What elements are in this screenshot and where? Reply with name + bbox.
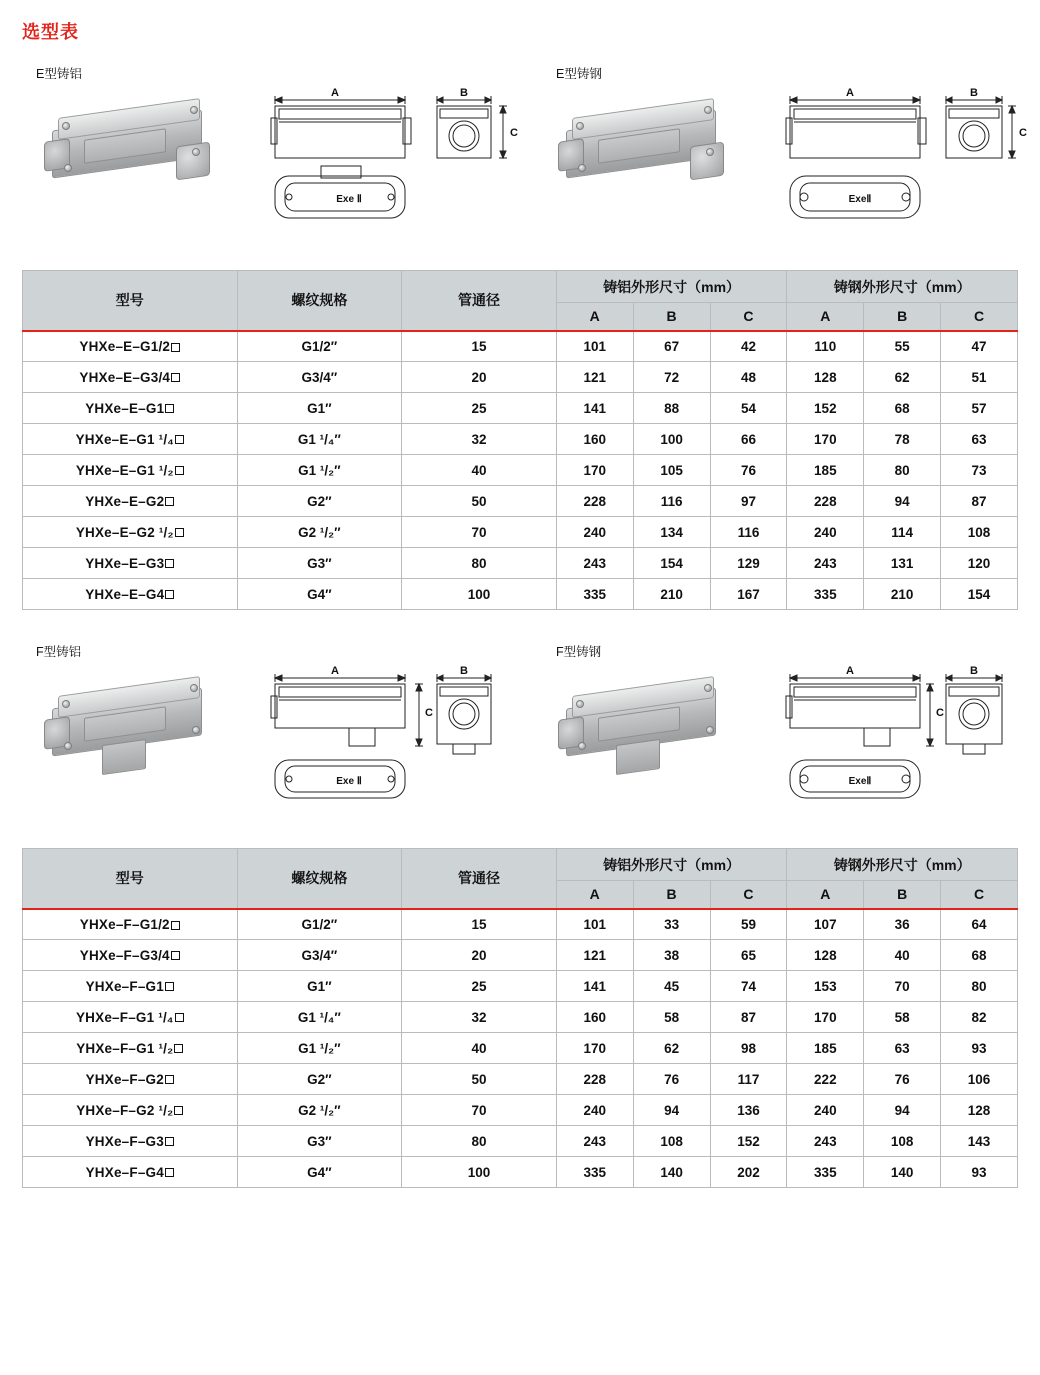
svg-text:ExeⅡ: ExeⅡ: [848, 776, 872, 787]
cell-model: YHXe–E–G3/4: [23, 362, 238, 393]
th-alu-b-e: B: [633, 303, 710, 331]
cell-steel-b: 108: [864, 1126, 941, 1157]
th-steel-a-e: A: [787, 303, 864, 331]
cell-alu-c: 152: [710, 1126, 787, 1157]
cell-thread: G2″: [237, 486, 402, 517]
page-title: 选型表: [22, 22, 79, 42]
cell-steel-b: 62: [864, 362, 941, 393]
square-icon: [174, 1044, 183, 1053]
cell-thread: G3/4″: [237, 940, 402, 971]
cell-steel-a: 222: [787, 1064, 864, 1095]
cell-alu-a: 335: [556, 579, 633, 610]
spec-table-e: [22, 270, 1018, 610]
svg-text:C: C: [1019, 127, 1027, 139]
cell-alu-b: 76: [633, 1064, 710, 1095]
svg-text:B: B: [460, 87, 468, 99]
figure-label-e-aluminum: E型铸铝: [36, 67, 82, 81]
cell-alu-b: 67: [633, 331, 710, 362]
table-row: [23, 1095, 1018, 1126]
cell-model: YHXe–E–G3: [23, 548, 238, 579]
square-icon: [171, 951, 180, 960]
cell-alu-a: 121: [556, 362, 633, 393]
cell-steel-b: 68: [864, 393, 941, 424]
product-photo-e-steel: [556, 94, 746, 204]
table-row: [23, 971, 1018, 1002]
square-icon: [165, 1075, 174, 1084]
cell-thread: G4″: [237, 1157, 402, 1188]
svg-text:Exe Ⅱ: Exe Ⅱ: [336, 194, 362, 205]
table-row: [23, 486, 1018, 517]
cell-alu-b: 100: [633, 424, 710, 455]
document-page: [0, 18, 1040, 1375]
cell-alu-c: 76: [710, 455, 787, 486]
cell-thread: G1 ¹/₂″: [237, 455, 402, 486]
cell-alu-c: 116: [710, 517, 787, 548]
square-icon: [175, 435, 184, 444]
cell-bore: 70: [402, 517, 557, 548]
table-row: [23, 548, 1018, 579]
cell-steel-c: 93: [941, 1157, 1018, 1188]
th-alu-a-f: A: [556, 881, 633, 909]
th-model-e: 型号: [23, 271, 238, 331]
cell-model: YHXe–F–G1/2: [23, 909, 238, 940]
cell-alu-c: 65: [710, 940, 787, 971]
cell-alu-a: 243: [556, 1126, 633, 1157]
cell-steel-a: 240: [787, 1095, 864, 1126]
cell-model: YHXe–E–G1/2: [23, 331, 238, 362]
cell-steel-a: 110: [787, 331, 864, 362]
square-icon: [165, 404, 174, 413]
th-steel-group-f: 铸钢外形尺寸（mm）: [787, 849, 1018, 881]
cell-thread: G4″: [237, 579, 402, 610]
th-alu-group-f: 铸铝外形尺寸（mm）: [556, 849, 787, 881]
cell-alu-b: 105: [633, 455, 710, 486]
cell-model: YHXe–E–G1: [23, 393, 238, 424]
cell-model: YHXe–F–G2: [23, 1064, 238, 1095]
cell-steel-a: 240: [787, 517, 864, 548]
table-row: [23, 393, 1018, 424]
svg-text:C: C: [425, 707, 433, 719]
cell-bore: 40: [402, 455, 557, 486]
cell-steel-c: 80: [941, 971, 1018, 1002]
drawing-e-steel: [780, 78, 1030, 238]
th-thread-f: 螺纹规格: [237, 849, 402, 909]
product-photo-f-steel: [556, 672, 746, 782]
cell-alu-a: 228: [556, 486, 633, 517]
cell-model: YHXe–F–G1 ¹/₂: [23, 1033, 238, 1064]
cell-steel-b: 210: [864, 579, 941, 610]
th-steel-b-e: B: [864, 303, 941, 331]
cell-alu-c: 117: [710, 1064, 787, 1095]
cell-steel-c: 57: [941, 393, 1018, 424]
table-row: [23, 1126, 1018, 1157]
drawing-f-aluminum: [265, 656, 525, 816]
svg-text:B: B: [970, 665, 978, 677]
cell-steel-c: 47: [941, 331, 1018, 362]
cell-alu-b: 88: [633, 393, 710, 424]
svg-text:C: C: [936, 707, 944, 719]
cell-alu-b: 33: [633, 909, 710, 940]
cell-alu-b: 108: [633, 1126, 710, 1157]
cell-steel-c: 128: [941, 1095, 1018, 1126]
cell-bore: 80: [402, 1126, 557, 1157]
cell-bore: 100: [402, 1157, 557, 1188]
cell-thread: G2 ¹/₂″: [237, 517, 402, 548]
cell-model: YHXe–F–G4: [23, 1157, 238, 1188]
table-row: [23, 455, 1018, 486]
table-row: [23, 517, 1018, 548]
cell-bore: 25: [402, 971, 557, 1002]
cell-alu-b: 58: [633, 1002, 710, 1033]
cell-thread: G1″: [237, 393, 402, 424]
figure-label-f-steel: F型铸钢: [556, 645, 602, 659]
cell-alu-b: 210: [633, 579, 710, 610]
square-icon: [165, 1168, 174, 1177]
svg-text:ExeⅡ: ExeⅡ: [848, 194, 872, 205]
th-bore-e: 管通径: [402, 271, 557, 331]
cell-steel-a: 243: [787, 548, 864, 579]
cell-steel-a: 228: [787, 486, 864, 517]
cell-model: YHXe–E–G2: [23, 486, 238, 517]
cell-steel-b: 140: [864, 1157, 941, 1188]
th-steel-c-e: C: [941, 303, 1018, 331]
cell-alu-a: 141: [556, 971, 633, 1002]
product-photo-e-aluminum: [42, 94, 232, 204]
cell-model: YHXe–F–G1 ¹/₄: [23, 1002, 238, 1033]
cell-steel-b: 36: [864, 909, 941, 940]
square-icon: [171, 921, 180, 930]
cell-steel-a: 152: [787, 393, 864, 424]
th-thread-e: 螺纹规格: [237, 271, 402, 331]
cell-alu-a: 160: [556, 1002, 633, 1033]
cell-steel-b: 55: [864, 331, 941, 362]
cell-thread: G2 ¹/₂″: [237, 1095, 402, 1126]
section-f: [0, 636, 1040, 1188]
cell-steel-a: 335: [787, 1157, 864, 1188]
table-row: [23, 1033, 1018, 1064]
square-icon: [175, 1013, 184, 1022]
cell-steel-a: 185: [787, 1033, 864, 1064]
cell-alu-c: 66: [710, 424, 787, 455]
cell-bore: 20: [402, 940, 557, 971]
square-icon: [174, 1106, 183, 1115]
square-icon: [165, 982, 174, 991]
cell-steel-b: 63: [864, 1033, 941, 1064]
table-row: [23, 1157, 1018, 1188]
square-icon: [165, 497, 174, 506]
cell-thread: G1 ¹/₂″: [237, 1033, 402, 1064]
cell-model: YHXe–F–G1: [23, 971, 238, 1002]
cell-steel-b: 114: [864, 517, 941, 548]
th-steel-b-f: B: [864, 881, 941, 909]
cell-alu-c: 74: [710, 971, 787, 1002]
spec-table-e-body: [23, 331, 1018, 610]
cell-steel-c: 87: [941, 486, 1018, 517]
table-row: [23, 331, 1018, 362]
cell-alu-c: 97: [710, 486, 787, 517]
cell-steel-b: 94: [864, 486, 941, 517]
cell-alu-c: 129: [710, 548, 787, 579]
square-icon: [175, 528, 184, 537]
cell-alu-c: 136: [710, 1095, 787, 1126]
cell-alu-c: 59: [710, 909, 787, 940]
cell-steel-a: 170: [787, 1002, 864, 1033]
cell-alu-a: 240: [556, 517, 633, 548]
cell-alu-c: 48: [710, 362, 787, 393]
cell-alu-b: 134: [633, 517, 710, 548]
cell-alu-b: 72: [633, 362, 710, 393]
cell-thread: G3″: [237, 548, 402, 579]
table-row: [23, 1064, 1018, 1095]
figure-row-f: [0, 636, 1040, 836]
cell-steel-c: 120: [941, 548, 1018, 579]
product-photo-f-aluminum: [42, 672, 232, 782]
square-icon: [175, 466, 184, 475]
cell-alu-a: 101: [556, 909, 633, 940]
cell-steel-b: 131: [864, 548, 941, 579]
svg-text:B: B: [970, 87, 978, 99]
th-alu-group-e: 铸铝外形尺寸（mm）: [556, 271, 787, 303]
square-icon: [171, 373, 180, 382]
cell-alu-a: 160: [556, 424, 633, 455]
square-icon: [165, 559, 174, 568]
cell-bore: 25: [402, 393, 557, 424]
cell-steel-c: 63: [941, 424, 1018, 455]
cell-alu-c: 42: [710, 331, 787, 362]
cell-thread: G2″: [237, 1064, 402, 1095]
spec-table-f-body: [23, 909, 1018, 1188]
cell-bore: 50: [402, 486, 557, 517]
cell-alu-a: 240: [556, 1095, 633, 1126]
cell-alu-a: 170: [556, 455, 633, 486]
cell-alu-a: 121: [556, 940, 633, 971]
svg-text:A: A: [846, 665, 854, 677]
cell-bore: 70: [402, 1095, 557, 1126]
cell-model: YHXe–F–G3/4: [23, 940, 238, 971]
cell-bore: 15: [402, 331, 557, 362]
th-steel-a-f: A: [787, 881, 864, 909]
cell-thread: G1 ¹/₄″: [237, 1002, 402, 1033]
cell-steel-a: 153: [787, 971, 864, 1002]
cell-steel-b: 78: [864, 424, 941, 455]
cell-alu-a: 101: [556, 331, 633, 362]
cell-steel-b: 70: [864, 971, 941, 1002]
cell-alu-b: 140: [633, 1157, 710, 1188]
cell-steel-c: 93: [941, 1033, 1018, 1064]
cell-bore: 32: [402, 424, 557, 455]
section-e: [0, 58, 1040, 610]
cell-alu-c: 87: [710, 1002, 787, 1033]
cell-thread: G1″: [237, 971, 402, 1002]
cell-alu-a: 141: [556, 393, 633, 424]
cell-thread: G3/4″: [237, 362, 402, 393]
cell-steel-c: 154: [941, 579, 1018, 610]
table-row: [23, 940, 1018, 971]
cell-alu-a: 228: [556, 1064, 633, 1095]
table-row: [23, 579, 1018, 610]
cell-thread: G1/2″: [237, 909, 402, 940]
cell-model: YHXe–E–G2 ¹/₂: [23, 517, 238, 548]
cell-alu-a: 170: [556, 1033, 633, 1064]
table-row: [23, 909, 1018, 940]
svg-text:Exe Ⅱ: Exe Ⅱ: [336, 776, 362, 787]
drawing-e-aluminum: [265, 78, 525, 238]
cell-thread: G3″: [237, 1126, 402, 1157]
cell-steel-a: 243: [787, 1126, 864, 1157]
th-alu-c-f: C: [710, 881, 787, 909]
cell-alu-b: 38: [633, 940, 710, 971]
drawing-f-steel: [780, 656, 1030, 816]
cell-bore: 80: [402, 548, 557, 579]
cell-thread: G1 ¹/₄″: [237, 424, 402, 455]
cell-steel-a: 185: [787, 455, 864, 486]
th-alu-b-f: B: [633, 881, 710, 909]
spec-table-f: [22, 848, 1018, 1188]
square-icon: [165, 590, 174, 599]
cell-model: YHXe–F–G2 ¹/₂: [23, 1095, 238, 1126]
cell-steel-b: 40: [864, 940, 941, 971]
cell-steel-c: 143: [941, 1126, 1018, 1157]
cell-alu-c: 54: [710, 393, 787, 424]
cell-alu-b: 154: [633, 548, 710, 579]
cell-steel-a: 128: [787, 940, 864, 971]
cell-steel-a: 170: [787, 424, 864, 455]
cell-steel-c: 106: [941, 1064, 1018, 1095]
square-icon: [165, 1137, 174, 1146]
cell-steel-b: 58: [864, 1002, 941, 1033]
cell-steel-c: 51: [941, 362, 1018, 393]
svg-text:A: A: [331, 665, 339, 677]
cell-bore: 15: [402, 909, 557, 940]
cell-steel-b: 80: [864, 455, 941, 486]
cell-thread: G1/2″: [237, 331, 402, 362]
cell-steel-c: 68: [941, 940, 1018, 971]
th-steel-c-f: C: [941, 881, 1018, 909]
figure-label-e-steel: E型铸钢: [556, 67, 602, 81]
svg-text:C: C: [510, 127, 518, 139]
cell-alu-b: 94: [633, 1095, 710, 1126]
cell-alu-b: 116: [633, 486, 710, 517]
cell-bore: 100: [402, 579, 557, 610]
cell-steel-a: 128: [787, 362, 864, 393]
cell-steel-c: 64: [941, 909, 1018, 940]
square-icon: [171, 343, 180, 352]
cell-model: YHXe–E–G4: [23, 579, 238, 610]
cell-alu-a: 335: [556, 1157, 633, 1188]
cell-steel-b: 76: [864, 1064, 941, 1095]
cell-model: YHXe–E–G1 ¹/₂: [23, 455, 238, 486]
cell-steel-b: 94: [864, 1095, 941, 1126]
cell-bore: 32: [402, 1002, 557, 1033]
th-bore-f: 管通径: [402, 849, 557, 909]
svg-text:A: A: [846, 87, 854, 99]
svg-text:B: B: [460, 665, 468, 677]
svg-text:A: A: [331, 87, 339, 99]
cell-steel-a: 107: [787, 909, 864, 940]
cell-bore: 50: [402, 1064, 557, 1095]
figure-label-f-aluminum: F型铸铝: [36, 645, 82, 659]
table-row: [23, 1002, 1018, 1033]
cell-alu-c: 202: [710, 1157, 787, 1188]
cell-steel-a: 335: [787, 579, 864, 610]
cell-bore: 40: [402, 1033, 557, 1064]
cell-alu-c: 98: [710, 1033, 787, 1064]
table-row: [23, 362, 1018, 393]
th-steel-group-e: 铸钢外形尺寸（mm）: [787, 271, 1018, 303]
cell-alu-b: 62: [633, 1033, 710, 1064]
cell-steel-c: 82: [941, 1002, 1018, 1033]
th-alu-c-e: C: [710, 303, 787, 331]
cell-model: YHXe–E–G1 ¹/₄: [23, 424, 238, 455]
cell-model: YHXe–F–G3: [23, 1126, 238, 1157]
th-model-f: 型号: [23, 849, 238, 909]
cell-alu-a: 243: [556, 548, 633, 579]
th-alu-a-e: A: [556, 303, 633, 331]
cell-steel-c: 108: [941, 517, 1018, 548]
cell-alu-b: 45: [633, 971, 710, 1002]
cell-steel-c: 73: [941, 455, 1018, 486]
table-row: [23, 424, 1018, 455]
cell-alu-c: 167: [710, 579, 787, 610]
figure-row-e: [0, 58, 1040, 258]
cell-bore: 20: [402, 362, 557, 393]
